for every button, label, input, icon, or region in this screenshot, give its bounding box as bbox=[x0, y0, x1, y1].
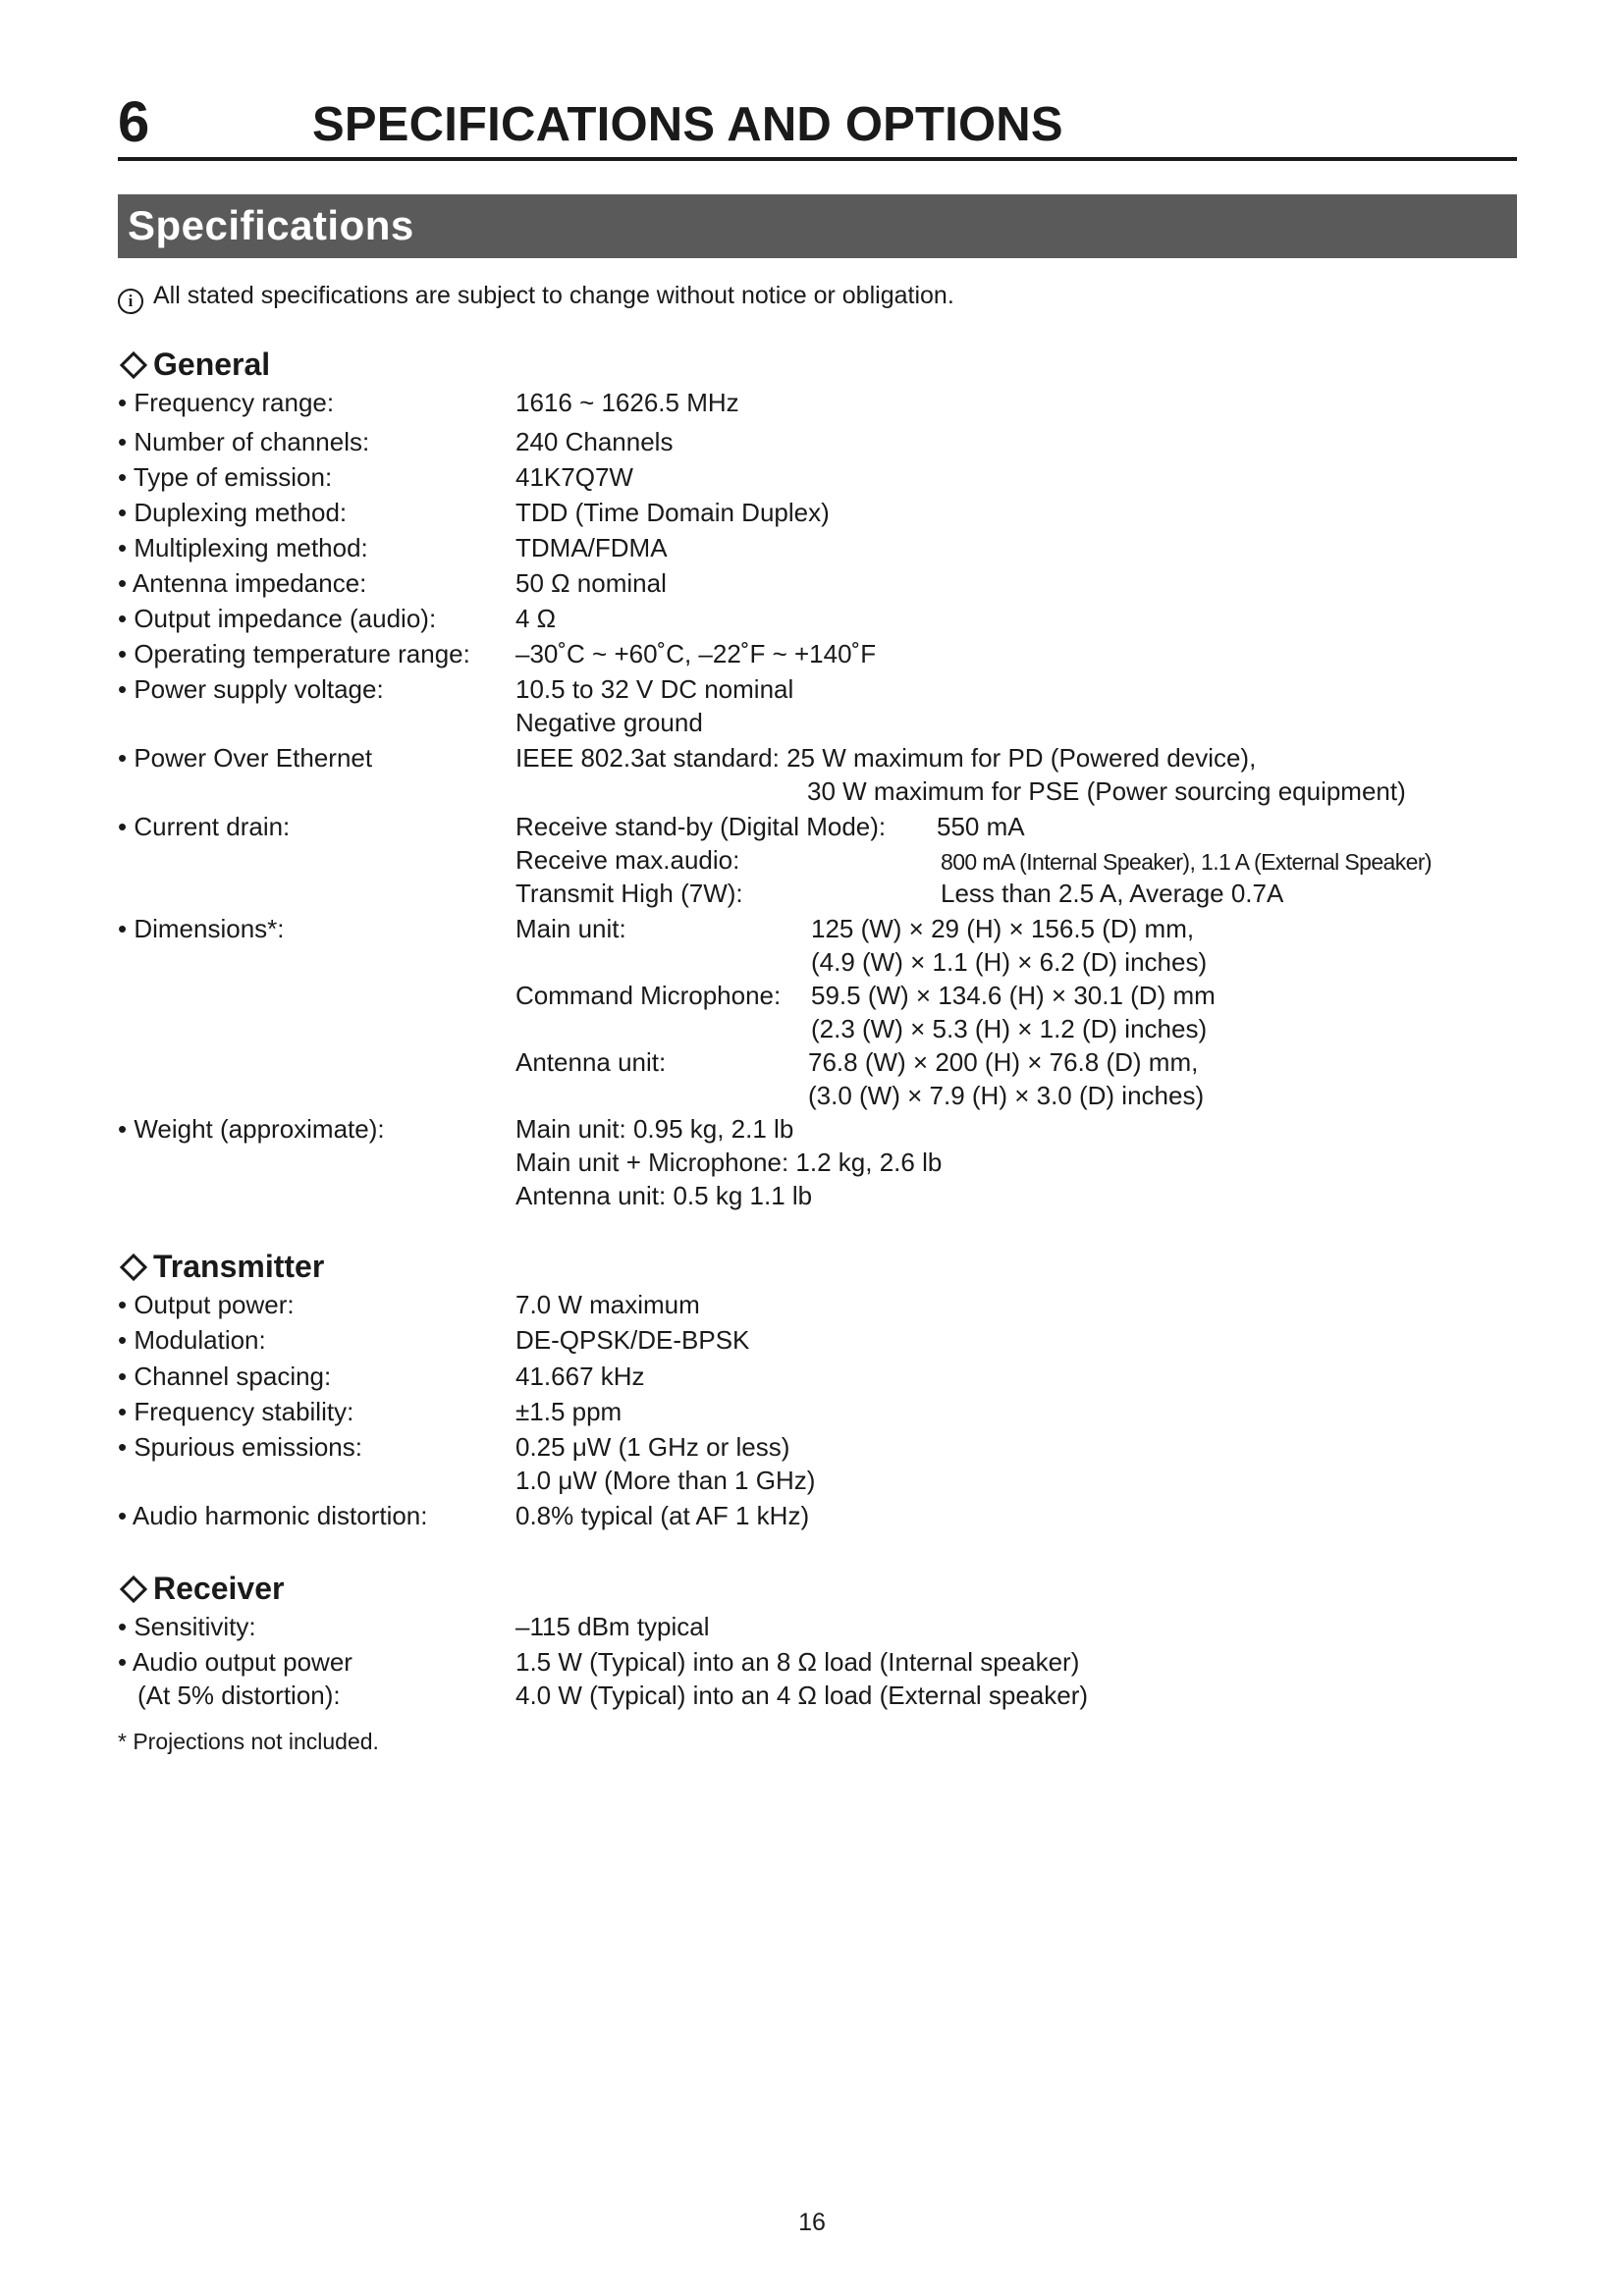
spec-value: 1.0 μW (More than 1 GHz) bbox=[515, 1466, 816, 1495]
general-heading bbox=[118, 346, 270, 383]
spec-label: • Audio output power bbox=[118, 1647, 352, 1677]
spec-value: Negative ground bbox=[515, 708, 703, 737]
spec-label: • Power Over Ethernet bbox=[118, 743, 373, 773]
section-banner bbox=[118, 194, 1517, 258]
transmitter-heading bbox=[118, 1248, 324, 1285]
spec-value: 4 Ω bbox=[515, 604, 557, 633]
spec-value: TDMA/FDMA bbox=[515, 533, 668, 562]
footnote: * Projections not included. bbox=[118, 1729, 379, 1754]
spec-value: 0.8% typical (at AF 1 kHz) bbox=[515, 1501, 810, 1530]
spec-value: Antenna unit: 0.5 kg 1.1 lb bbox=[515, 1181, 813, 1210]
diamond-icon bbox=[120, 350, 147, 378]
spec-value: Main unit + Microphone: 1.2 kg, 2.6 lb bbox=[515, 1148, 943, 1177]
spec-value: (2.3 (W) × 5.3 (H) × 1.2 (D) inches) bbox=[811, 1014, 1208, 1043]
spec-value: DE-QPSK/DE-BPSK bbox=[515, 1325, 750, 1355]
info-icon: i bbox=[118, 289, 143, 314]
spec-value: 4.0 W (Typical) into an 4 Ω load (External speaker) bbox=[515, 1681, 1089, 1710]
spec-value: IEEE 802.3at standard: 25 W maximum for PD (Powered device), bbox=[515, 743, 1257, 773]
diamond-icon bbox=[120, 1253, 147, 1280]
spec-value: 0.25 μW (1 GHz or less) bbox=[515, 1432, 790, 1462]
spec-value: 125 (W) × 29 (H) × 156.5 (D) mm, bbox=[811, 914, 1195, 943]
spec-label: • Multiplexing method: bbox=[118, 533, 368, 562]
spec-value: 7.0 W maximum bbox=[515, 1290, 700, 1319]
spec-label: • Operating temperature range: bbox=[118, 639, 470, 668]
spec-value: –30˚C ~ +60˚C, –22˚F ~ +140˚F bbox=[515, 639, 877, 668]
chapter-title: SPECIFICATIONS AND OPTIONS bbox=[312, 98, 1063, 151]
spec-label: • Duplexing method: bbox=[118, 498, 348, 527]
diamond-icon bbox=[120, 1575, 147, 1602]
spec-label: • Output impedance (audio): bbox=[118, 604, 437, 633]
spec-label: • Spurious emissions: bbox=[118, 1432, 362, 1462]
spec-label: • Channel spacing: bbox=[118, 1362, 332, 1391]
spec-sublabel: Antenna unit: bbox=[515, 1047, 667, 1077]
receiver-heading bbox=[118, 1570, 284, 1607]
spec-value: TDD (Time Domain Duplex) bbox=[515, 498, 830, 527]
spec-label: • Frequency range: bbox=[118, 388, 335, 417]
spec-value: (3.0 (W) × 7.9 (H) × 3.0 (D) inches) bbox=[808, 1081, 1205, 1110]
transmitter-heading-text: Transmitter bbox=[153, 1249, 325, 1284]
spec-sublabel: Main unit: bbox=[515, 914, 626, 943]
spec-value: 41K7Q7W bbox=[515, 462, 633, 492]
spec-label: • Power supply voltage: bbox=[118, 674, 384, 704]
spec-value: –115 dBm typical bbox=[515, 1612, 710, 1641]
spec-label: • Output power: bbox=[118, 1290, 295, 1319]
spec-label: • Audio harmonic distortion: bbox=[118, 1501, 428, 1530]
spec-value: ±1.5 ppm bbox=[515, 1397, 623, 1426]
spec-value: 800 mA (Internal Speaker), 1.1 A (External Speaker) bbox=[941, 849, 1432, 875]
spec-value: 30 W maximum for PSE (Power sourcing equipment) bbox=[807, 776, 1406, 806]
spec-value: 1.5 W (Typical) into an 8 Ω load (Internal speaker) bbox=[515, 1647, 1080, 1677]
spec-value: (4.9 (W) × 1.1 (H) × 6.2 (D) inches) bbox=[811, 947, 1208, 977]
spec-label: • Frequency stability: bbox=[118, 1397, 354, 1426]
spec-sublabel: Command Microphone: bbox=[515, 981, 782, 1010]
spec-sublabel: Receive max.audio: bbox=[515, 845, 740, 875]
notice-text: All stated specifications are subject to change without notice or obligation. bbox=[153, 282, 954, 309]
chapter-number: 6 bbox=[118, 90, 150, 154]
chapter-heading bbox=[118, 90, 1517, 161]
spec-sublabel: Receive stand-by (Digital Mode): bbox=[515, 812, 887, 841]
page-number: 16 bbox=[798, 2209, 826, 2236]
spec-label: • Sensitivity: bbox=[118, 1612, 256, 1641]
spec-label: • Type of emission: bbox=[118, 462, 333, 492]
spec-value: Less than 2.5 A, Average 0.7A bbox=[941, 879, 1284, 908]
spec-value: 10.5 to 32 V DC nominal bbox=[515, 674, 794, 704]
spec-label: • Modulation: bbox=[118, 1325, 266, 1355]
receiver-heading-text: Receiver bbox=[153, 1571, 285, 1606]
section-banner-title: Specifications bbox=[128, 202, 414, 248]
spec-label: • Dimensions*: bbox=[118, 914, 285, 943]
spec-sublabel: Transmit High (7W): bbox=[515, 879, 743, 908]
notice bbox=[118, 281, 954, 314]
spec-label: (At 5% distortion): bbox=[137, 1681, 341, 1710]
spec-label: • Weight (approximate): bbox=[118, 1114, 385, 1144]
spec-value: 1616 ~ 1626.5 MHz bbox=[515, 388, 739, 417]
spec-value: 50 Ω nominal bbox=[515, 568, 667, 598]
spec-label: • Current drain: bbox=[118, 812, 291, 841]
spec-value: 240 Channels bbox=[515, 427, 674, 456]
spec-value: Main unit: 0.95 kg, 2.1 lb bbox=[515, 1114, 794, 1144]
spec-label: • Number of channels: bbox=[118, 427, 370, 456]
spec-value: 550 mA bbox=[937, 812, 1025, 841]
spec-value: 59.5 (W) × 134.6 (H) × 30.1 (D) mm bbox=[811, 981, 1216, 1010]
spec-label: • Antenna impedance: bbox=[118, 568, 367, 598]
spec-value: 76.8 (W) × 200 (H) × 76.8 (D) mm, bbox=[808, 1047, 1199, 1077]
general-heading-text: General bbox=[153, 347, 271, 382]
spec-value: 41.667 kHz bbox=[515, 1362, 645, 1391]
